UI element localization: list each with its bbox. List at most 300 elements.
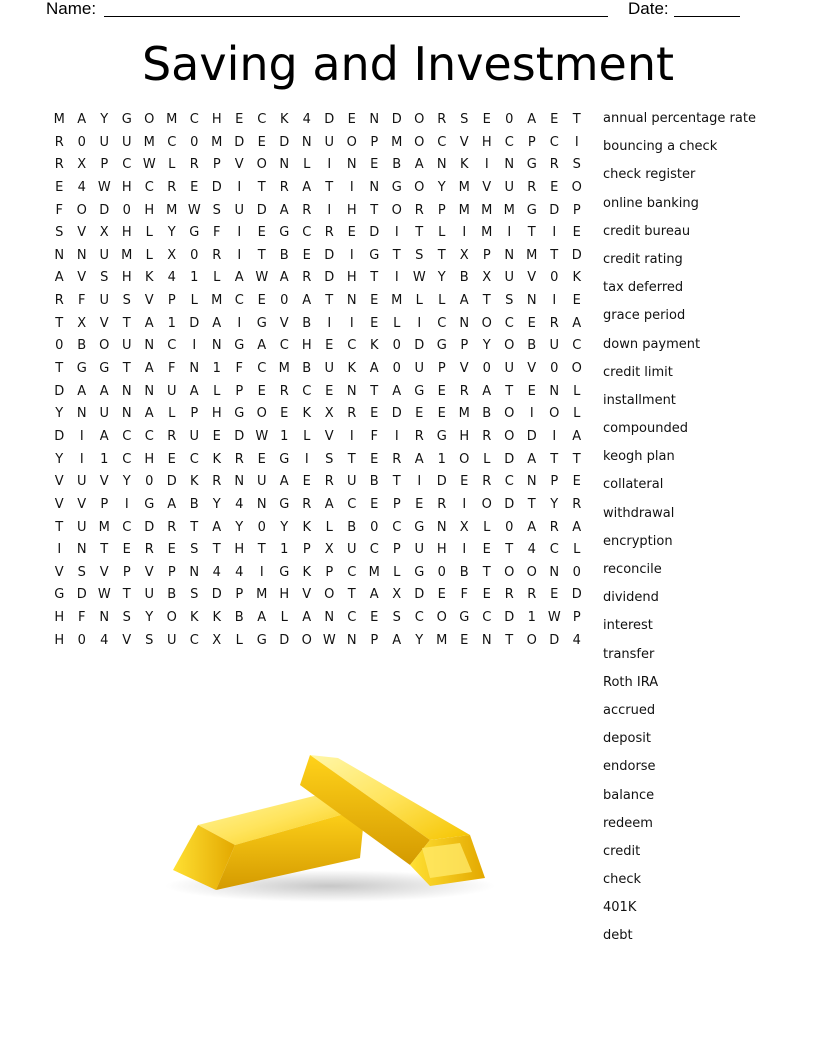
- grid-cell[interactable]: T: [190, 519, 199, 535]
- grid-cell[interactable]: A: [527, 519, 537, 535]
- grid-cell[interactable]: V: [77, 270, 87, 286]
- grid-cell[interactable]: R: [167, 519, 177, 535]
- grid-cell[interactable]: L: [573, 383, 581, 399]
- grid-cell[interactable]: C: [279, 338, 289, 354]
- grid-cell[interactable]: C: [189, 451, 199, 467]
- grid-cell[interactable]: V: [99, 564, 109, 580]
- grid-cell[interactable]: M: [458, 406, 470, 422]
- grid-cell[interactable]: C: [549, 542, 559, 558]
- grid-cell[interactable]: E: [212, 428, 221, 444]
- grid-cell[interactable]: I: [327, 315, 332, 331]
- grid-cell[interactable]: 0: [437, 564, 446, 580]
- grid-cell[interactable]: R: [392, 451, 402, 467]
- grid-cell[interactable]: U: [346, 542, 357, 558]
- grid-cell[interactable]: O: [504, 406, 515, 422]
- grid-cell[interactable]: 4: [167, 270, 176, 286]
- grid-cell[interactable]: A: [54, 270, 64, 286]
- grid-cell[interactable]: X: [212, 632, 222, 648]
- grid-cell[interactable]: A: [392, 383, 402, 399]
- grid-cell[interactable]: O: [414, 179, 425, 195]
- grid-cell[interactable]: U: [76, 474, 87, 490]
- grid-cell[interactable]: A: [212, 519, 222, 535]
- grid-cell[interactable]: W: [255, 428, 269, 444]
- grid-cell[interactable]: I: [192, 338, 197, 354]
- grid-cell[interactable]: R: [414, 202, 424, 218]
- grid-cell[interactable]: A: [234, 270, 244, 286]
- grid-cell[interactable]: I: [417, 474, 422, 490]
- grid-cell[interactable]: E: [347, 112, 356, 127]
- grid-cell[interactable]: C: [144, 179, 154, 195]
- grid-cell[interactable]: N: [504, 157, 515, 173]
- grid-cell[interactable]: R: [302, 496, 312, 512]
- grid-cell[interactable]: H: [144, 451, 155, 467]
- grid-cell[interactable]: R: [324, 225, 334, 241]
- grid-cell[interactable]: S: [392, 610, 401, 626]
- grid-cell[interactable]: X: [482, 270, 492, 286]
- grid-cell[interactable]: C: [504, 315, 514, 331]
- grid-cell[interactable]: B: [392, 157, 402, 173]
- grid-cell[interactable]: O: [144, 112, 155, 127]
- grid-cell[interactable]: I: [79, 451, 84, 467]
- grid-cell[interactable]: Y: [212, 496, 221, 512]
- grid-cell[interactable]: O: [526, 632, 537, 648]
- grid-cell[interactable]: O: [324, 587, 335, 603]
- grid-cell[interactable]: R: [189, 157, 199, 173]
- grid-cell[interactable]: A: [144, 361, 154, 377]
- grid-cell[interactable]: E: [370, 406, 379, 422]
- grid-cell[interactable]: X: [167, 247, 177, 263]
- grid-cell[interactable]: X: [77, 315, 87, 331]
- grid-cell[interactable]: P: [235, 383, 244, 399]
- grid-cell[interactable]: R: [549, 519, 559, 535]
- grid-cell[interactable]: N: [54, 247, 65, 263]
- grid-cell[interactable]: G: [256, 632, 267, 648]
- grid-cell[interactable]: S: [145, 632, 154, 648]
- grid-cell[interactable]: O: [459, 451, 470, 467]
- grid-cell[interactable]: N: [76, 406, 87, 422]
- grid-cell[interactable]: U: [324, 361, 334, 377]
- grid-cell[interactable]: Y: [415, 632, 424, 648]
- grid-cell[interactable]: T: [392, 247, 401, 263]
- grid-cell[interactable]: O: [256, 406, 267, 422]
- grid-cell[interactable]: C: [392, 519, 402, 535]
- grid-cell[interactable]: C: [437, 134, 447, 150]
- grid-cell[interactable]: I: [79, 428, 84, 444]
- grid-cell[interactable]: D: [211, 179, 222, 195]
- grid-cell[interactable]: G: [414, 383, 425, 399]
- grid-cell[interactable]: V: [324, 428, 334, 444]
- grid-cell[interactable]: L: [573, 406, 581, 422]
- name-field-line[interactable]: [104, 2, 608, 17]
- grid-cell[interactable]: P: [190, 406, 199, 422]
- grid-cell[interactable]: F: [78, 610, 86, 626]
- grid-cell[interactable]: T: [257, 179, 266, 195]
- grid-cell[interactable]: M: [481, 225, 493, 241]
- grid-cell[interactable]: L: [415, 293, 423, 309]
- grid-cell[interactable]: 1: [280, 542, 289, 558]
- grid-cell[interactable]: S: [190, 587, 199, 603]
- grid-cell[interactable]: D: [391, 112, 402, 127]
- grid-cell[interactable]: 4: [572, 632, 581, 648]
- grid-cell[interactable]: E: [415, 496, 424, 512]
- grid-cell[interactable]: R: [459, 383, 469, 399]
- grid-cell[interactable]: T: [347, 451, 356, 467]
- grid-cell[interactable]: L: [393, 315, 401, 331]
- grid-cell[interactable]: P: [572, 610, 581, 626]
- grid-cell[interactable]: A: [527, 112, 537, 127]
- grid-cell[interactable]: I: [349, 428, 354, 444]
- grid-cell[interactable]: G: [279, 451, 290, 467]
- grid-cell[interactable]: 0: [145, 474, 154, 490]
- grid-cell[interactable]: D: [234, 134, 245, 150]
- grid-cell[interactable]: V: [77, 496, 87, 512]
- grid-cell[interactable]: O: [481, 496, 492, 512]
- grid-cell[interactable]: K: [189, 610, 199, 626]
- grid-cell[interactable]: 4: [527, 542, 536, 558]
- grid-cell[interactable]: E: [482, 112, 491, 127]
- grid-cell[interactable]: I: [349, 247, 354, 263]
- grid-cell[interactable]: G: [121, 112, 132, 127]
- grid-cell[interactable]: O: [436, 610, 447, 626]
- grid-cell[interactable]: 1: [167, 315, 176, 331]
- grid-cell[interactable]: 0: [122, 202, 131, 218]
- grid-cell[interactable]: R: [212, 247, 222, 263]
- grid-cell[interactable]: S: [460, 112, 469, 127]
- grid-cell[interactable]: Y: [437, 270, 446, 286]
- grid-cell[interactable]: A: [302, 179, 312, 195]
- grid-cell[interactable]: M: [121, 247, 133, 263]
- grid-cell[interactable]: 0: [370, 519, 379, 535]
- grid-cell[interactable]: N: [346, 293, 357, 309]
- grid-cell[interactable]: Y: [437, 179, 446, 195]
- grid-cell[interactable]: F: [370, 428, 378, 444]
- grid-cell[interactable]: G: [369, 247, 380, 263]
- grid-cell[interactable]: F: [213, 225, 221, 241]
- grid-cell[interactable]: L: [213, 383, 221, 399]
- grid-cell[interactable]: R: [54, 134, 64, 150]
- grid-cell[interactable]: B: [347, 519, 357, 535]
- grid-cell[interactable]: S: [122, 610, 131, 626]
- grid-cell[interactable]: E: [482, 587, 491, 603]
- grid-cell[interactable]: Y: [280, 519, 289, 535]
- grid-cell[interactable]: P: [167, 293, 176, 309]
- grid-cell[interactable]: T: [347, 587, 356, 603]
- grid-cell[interactable]: T: [122, 315, 131, 331]
- grid-cell[interactable]: A: [279, 474, 289, 490]
- grid-cell[interactable]: G: [436, 338, 447, 354]
- grid-cell[interactable]: U: [121, 134, 132, 150]
- grid-cell[interactable]: P: [572, 202, 581, 218]
- grid-cell[interactable]: B: [302, 315, 312, 331]
- grid-cell[interactable]: H: [459, 428, 470, 444]
- grid-cell[interactable]: T: [505, 542, 514, 558]
- grid-cell[interactable]: I: [237, 315, 242, 331]
- grid-cell[interactable]: V: [144, 293, 154, 309]
- grid-cell[interactable]: Y: [550, 496, 559, 512]
- grid-cell[interactable]: E: [257, 134, 266, 150]
- grid-cell[interactable]: K: [279, 112, 289, 127]
- grid-cell[interactable]: N: [526, 293, 537, 309]
- grid-cell[interactable]: 0: [77, 632, 86, 648]
- grid-cell[interactable]: O: [504, 338, 515, 354]
- grid-cell[interactable]: 1: [527, 610, 536, 626]
- grid-cell[interactable]: P: [527, 134, 536, 150]
- grid-cell[interactable]: P: [392, 542, 401, 558]
- grid-cell[interactable]: L: [438, 225, 446, 241]
- grid-cell[interactable]: Y: [55, 451, 64, 467]
- grid-cell[interactable]: 0: [392, 361, 401, 377]
- grid-cell[interactable]: S: [572, 157, 581, 173]
- grid-cell[interactable]: 4: [235, 564, 244, 580]
- grid-cell[interactable]: N: [144, 338, 155, 354]
- grid-cell[interactable]: D: [504, 610, 515, 626]
- grid-cell[interactable]: A: [369, 587, 379, 603]
- date-field-line[interactable]: [674, 2, 740, 17]
- grid-cell[interactable]: D: [166, 474, 177, 490]
- grid-cell[interactable]: N: [99, 610, 110, 626]
- grid-cell[interactable]: 1: [190, 270, 199, 286]
- grid-cell[interactable]: E: [370, 610, 379, 626]
- grid-cell[interactable]: 4: [100, 632, 109, 648]
- grid-cell[interactable]: D: [369, 225, 380, 241]
- grid-cell[interactable]: V: [234, 157, 244, 173]
- grid-cell[interactable]: M: [458, 202, 470, 218]
- grid-cell[interactable]: R: [167, 428, 177, 444]
- grid-cell[interactable]: U: [76, 519, 87, 535]
- grid-cell[interactable]: R: [324, 474, 334, 490]
- grid-cell[interactable]: C: [189, 632, 199, 648]
- grid-cell[interactable]: L: [280, 610, 288, 626]
- grid-cell[interactable]: C: [122, 157, 132, 173]
- grid-cell[interactable]: L: [145, 225, 153, 241]
- grid-cell[interactable]: G: [256, 315, 267, 331]
- grid-cell[interactable]: I: [394, 225, 399, 241]
- grid-cell[interactable]: C: [504, 474, 514, 490]
- grid-cell[interactable]: H: [211, 112, 222, 127]
- grid-cell[interactable]: R: [144, 542, 154, 558]
- grid-cell[interactable]: E: [257, 225, 266, 241]
- grid-cell[interactable]: V: [99, 474, 109, 490]
- grid-cell[interactable]: U: [166, 383, 177, 399]
- grid-cell[interactable]: M: [458, 179, 470, 195]
- grid-cell[interactable]: R: [279, 179, 289, 195]
- grid-cell[interactable]: H: [121, 225, 132, 241]
- grid-cell[interactable]: Y: [55, 406, 64, 422]
- grid-cell[interactable]: G: [459, 610, 470, 626]
- grid-cell[interactable]: N: [369, 179, 380, 195]
- grid-cell[interactable]: P: [392, 496, 401, 512]
- grid-cell[interactable]: 1: [212, 361, 221, 377]
- grid-cell[interactable]: Y: [235, 519, 244, 535]
- grid-cell[interactable]: H: [121, 179, 132, 195]
- grid-cell[interactable]: R: [482, 474, 492, 490]
- grid-cell[interactable]: Y: [100, 112, 109, 127]
- grid-cell[interactable]: O: [571, 361, 582, 377]
- grid-cell[interactable]: I: [574, 134, 579, 150]
- grid-cell[interactable]: R: [549, 157, 559, 173]
- grid-cell[interactable]: N: [436, 157, 447, 173]
- grid-cell[interactable]: E: [437, 406, 446, 422]
- grid-cell[interactable]: Y: [167, 225, 176, 241]
- grid-cell[interactable]: A: [572, 428, 582, 444]
- grid-cell[interactable]: T: [122, 361, 131, 377]
- grid-cell[interactable]: E: [437, 383, 446, 399]
- grid-cell[interactable]: S: [55, 225, 64, 241]
- grid-cell[interactable]: E: [257, 293, 266, 309]
- grid-cell[interactable]: T: [550, 451, 559, 467]
- grid-cell[interactable]: T: [370, 270, 379, 286]
- grid-cell[interactable]: W: [97, 587, 111, 603]
- grid-cell[interactable]: T: [392, 474, 401, 490]
- grid-cell[interactable]: W: [322, 632, 336, 648]
- grid-cell[interactable]: N: [256, 496, 267, 512]
- grid-cell[interactable]: D: [256, 202, 267, 218]
- grid-cell[interactable]: C: [572, 338, 582, 354]
- grid-cell[interactable]: E: [572, 474, 581, 490]
- grid-cell[interactable]: B: [369, 474, 379, 490]
- grid-cell[interactable]: H: [481, 134, 492, 150]
- grid-cell[interactable]: T: [325, 179, 334, 195]
- grid-cell[interactable]: N: [324, 610, 335, 626]
- grid-cell[interactable]: E: [325, 383, 334, 399]
- grid-cell[interactable]: U: [346, 474, 357, 490]
- grid-cell[interactable]: O: [391, 202, 402, 218]
- grid-cell[interactable]: R: [437, 112, 447, 127]
- grid-cell[interactable]: E: [460, 632, 469, 648]
- grid-cell[interactable]: M: [98, 519, 110, 535]
- grid-cell[interactable]: I: [259, 564, 264, 580]
- grid-cell[interactable]: H: [234, 542, 245, 558]
- grid-cell[interactable]: I: [462, 225, 467, 241]
- grid-cell[interactable]: K: [302, 406, 312, 422]
- grid-cell[interactable]: B: [77, 338, 87, 354]
- grid-cell[interactable]: U: [504, 179, 514, 195]
- grid-cell[interactable]: M: [436, 632, 448, 648]
- grid-cell[interactable]: C: [369, 542, 379, 558]
- grid-cell[interactable]: H: [346, 202, 357, 218]
- grid-cell[interactable]: E: [302, 247, 311, 263]
- grid-cell[interactable]: D: [414, 587, 425, 603]
- grid-cell[interactable]: E: [190, 179, 199, 195]
- grid-cell[interactable]: D: [571, 587, 582, 603]
- grid-cell[interactable]: C: [189, 112, 199, 127]
- grid-cell[interactable]: E: [235, 112, 244, 127]
- grid-cell[interactable]: I: [529, 406, 534, 422]
- grid-cell[interactable]: O: [504, 428, 515, 444]
- grid-cell[interactable]: S: [505, 293, 514, 309]
- grid-cell[interactable]: N: [121, 406, 132, 422]
- grid-cell[interactable]: C: [414, 610, 424, 626]
- grid-cell[interactable]: M: [166, 202, 178, 218]
- grid-cell[interactable]: T: [482, 564, 491, 580]
- grid-cell[interactable]: W: [97, 179, 111, 195]
- grid-cell[interactable]: T: [370, 383, 379, 399]
- grid-cell[interactable]: E: [370, 293, 379, 309]
- grid-cell[interactable]: G: [414, 519, 425, 535]
- grid-cell[interactable]: W: [142, 157, 156, 173]
- grid-cell[interactable]: D: [144, 519, 155, 535]
- grid-cell[interactable]: U: [121, 338, 132, 354]
- grid-cell[interactable]: T: [415, 225, 424, 241]
- grid-cell[interactable]: R: [54, 293, 64, 309]
- grid-cell[interactable]: A: [302, 610, 312, 626]
- grid-cell[interactable]: D: [279, 134, 290, 150]
- grid-cell[interactable]: D: [504, 496, 515, 512]
- grid-cell[interactable]: O: [414, 134, 425, 150]
- grid-cell[interactable]: R: [549, 315, 559, 331]
- grid-cell[interactable]: G: [279, 496, 290, 512]
- grid-cell[interactable]: 0: [77, 134, 86, 150]
- grid-cell[interactable]: S: [190, 542, 199, 558]
- grid-cell[interactable]: H: [436, 542, 447, 558]
- grid-cell[interactable]: P: [122, 564, 131, 580]
- grid-cell[interactable]: X: [459, 519, 469, 535]
- grid-cell[interactable]: O: [414, 112, 425, 127]
- grid-cell[interactable]: M: [368, 564, 380, 580]
- grid-cell[interactable]: B: [527, 338, 537, 354]
- grid-cell[interactable]: T: [370, 202, 379, 218]
- grid-cell[interactable]: L: [483, 451, 491, 467]
- grid-cell[interactable]: P: [212, 157, 221, 173]
- grid-cell[interactable]: O: [99, 338, 110, 354]
- grid-cell[interactable]: X: [324, 542, 334, 558]
- grid-cell[interactable]: D: [324, 112, 335, 127]
- grid-cell[interactable]: A: [144, 406, 154, 422]
- grid-cell[interactable]: T: [527, 225, 536, 241]
- grid-cell[interactable]: F: [55, 202, 63, 218]
- grid-cell[interactable]: R: [302, 202, 312, 218]
- grid-cell[interactable]: V: [527, 270, 537, 286]
- grid-cell[interactable]: V: [482, 179, 492, 195]
- grid-cell[interactable]: N: [346, 383, 357, 399]
- grid-cell[interactable]: 0: [505, 519, 514, 535]
- grid-cell[interactable]: R: [482, 428, 492, 444]
- grid-cell[interactable]: A: [414, 451, 424, 467]
- grid-cell[interactable]: H: [54, 632, 65, 648]
- grid-cell[interactable]: M: [391, 134, 403, 150]
- grid-cell[interactable]: E: [370, 451, 379, 467]
- grid-cell[interactable]: D: [391, 406, 402, 422]
- grid-cell[interactable]: V: [144, 564, 154, 580]
- grid-cell[interactable]: S: [325, 451, 334, 467]
- grid-cell[interactable]: U: [99, 406, 109, 422]
- grid-cell[interactable]: D: [324, 270, 335, 286]
- grid-cell[interactable]: C: [549, 134, 559, 150]
- grid-cell[interactable]: I: [124, 496, 129, 512]
- grid-cell[interactable]: 4: [235, 496, 244, 512]
- grid-cell[interactable]: T: [55, 315, 64, 331]
- grid-cell[interactable]: C: [347, 496, 357, 512]
- grid-cell[interactable]: A: [527, 451, 537, 467]
- grid-cell[interactable]: I: [304, 451, 309, 467]
- grid-cell[interactable]: I: [552, 428, 557, 444]
- grid-cell[interactable]: I: [237, 225, 242, 241]
- grid-cell[interactable]: X: [99, 225, 109, 241]
- grid-cell[interactable]: C: [144, 428, 154, 444]
- grid-cell[interactable]: R: [54, 157, 64, 173]
- grid-cell[interactable]: O: [301, 632, 312, 648]
- grid-cell[interactable]: P: [235, 587, 244, 603]
- grid-cell[interactable]: 0: [190, 247, 199, 263]
- grid-cell[interactable]: K: [459, 157, 469, 173]
- grid-cell[interactable]: N: [346, 157, 357, 173]
- grid-cell[interactable]: E: [302, 474, 311, 490]
- grid-cell[interactable]: A: [212, 315, 222, 331]
- grid-cell[interactable]: M: [481, 202, 493, 218]
- grid-cell[interactable]: U: [166, 632, 177, 648]
- grid-cell[interactable]: H: [346, 270, 357, 286]
- grid-cell[interactable]: N: [189, 361, 200, 377]
